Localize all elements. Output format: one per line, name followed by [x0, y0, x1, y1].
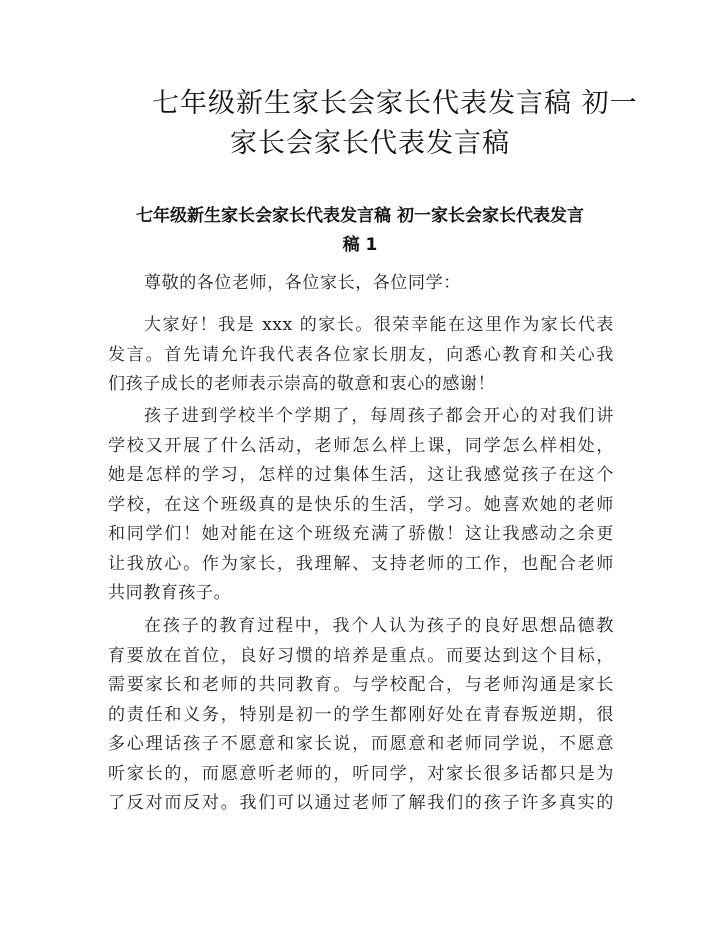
paragraph-school-life: [108, 402, 614, 609]
paragraph-line: 了反对而反对。我们可以通过老师了解我们的孩子许多真实的: [108, 793, 614, 813]
section-heading-line-2: 稿 1: [342, 235, 378, 255]
paragraph-line: 大家好！我是 xxx 的家长。很荣幸能在这里作为家长代表: [144, 315, 614, 335]
section-heading-line-1: 七年级新生家长会家长代表发言稿 初一家长会家长代表发言: [136, 206, 584, 226]
paragraph-moral-education: [108, 612, 614, 819]
paragraph-line: 学校，在这个班级真的是快乐的生活，学习。她喜欢她的老师: [108, 494, 614, 515]
paragraph-line: 孩子进到学校半个学期了，每周孩子都会开心的对我们讲: [144, 406, 614, 426]
paragraph-line: 育要放在首位，良好习惯的培养是重点。而要达到这个目标，: [108, 645, 614, 666]
document-title-line-1: 七年级新生家长会家长代表发言稿 初一: [152, 88, 638, 119]
section-heading: [100, 202, 620, 260]
paragraph-line: 尊敬的各位老师，各位家长，各位同学：: [144, 273, 461, 293]
document-title-line-2: 家长会家长代表发言稿: [230, 128, 510, 159]
paragraph-line: 和同学们！她对能在这个班级充满了骄傲！这让我感动之余更: [108, 524, 614, 544]
paragraph-line: 学校又开展了什么活动，老师怎么样上课，同学怎么样相处，: [108, 435, 614, 456]
paragraph-greeting: [108, 311, 614, 400]
paragraph-line: 听家长的，而愿意听老师的，听同学，对家长很多话都只是为: [108, 763, 614, 784]
paragraph-line: 在孩子的教育过程中，我个人认为孩子的良好思想品德教: [144, 616, 614, 636]
paragraph-line: 们孩子成长的老师表示崇高的敬意和衷心的感谢！: [108, 374, 496, 394]
paragraph-line: 让我放心。作为家长，我理解、支持老师的工作，也配合老师: [108, 553, 614, 574]
document-title: [90, 84, 650, 164]
paragraph-line: 的责任和义务，特别是初一的学生都刚好处在青春叛逆期，很: [108, 704, 614, 725]
paragraph-line: 她是怎样的学习，怎样的过集体生活，这让我感觉孩子在这个: [108, 465, 614, 485]
paragraph-line: 多心理话孩子不愿意和家长说，而愿意和老师同学说，不愿意: [108, 734, 614, 754]
paragraph-line: 需要家长和老师的共同教育。与学校配合，与老师沟通是家长: [108, 675, 614, 695]
paragraph-line: 发言。首先请允许我代表各位家长朋友，向悉心教育和关心我: [108, 344, 614, 365]
paragraph-line: 共同教育孩子。: [108, 583, 232, 603]
paragraph-salutation: [108, 269, 614, 299]
